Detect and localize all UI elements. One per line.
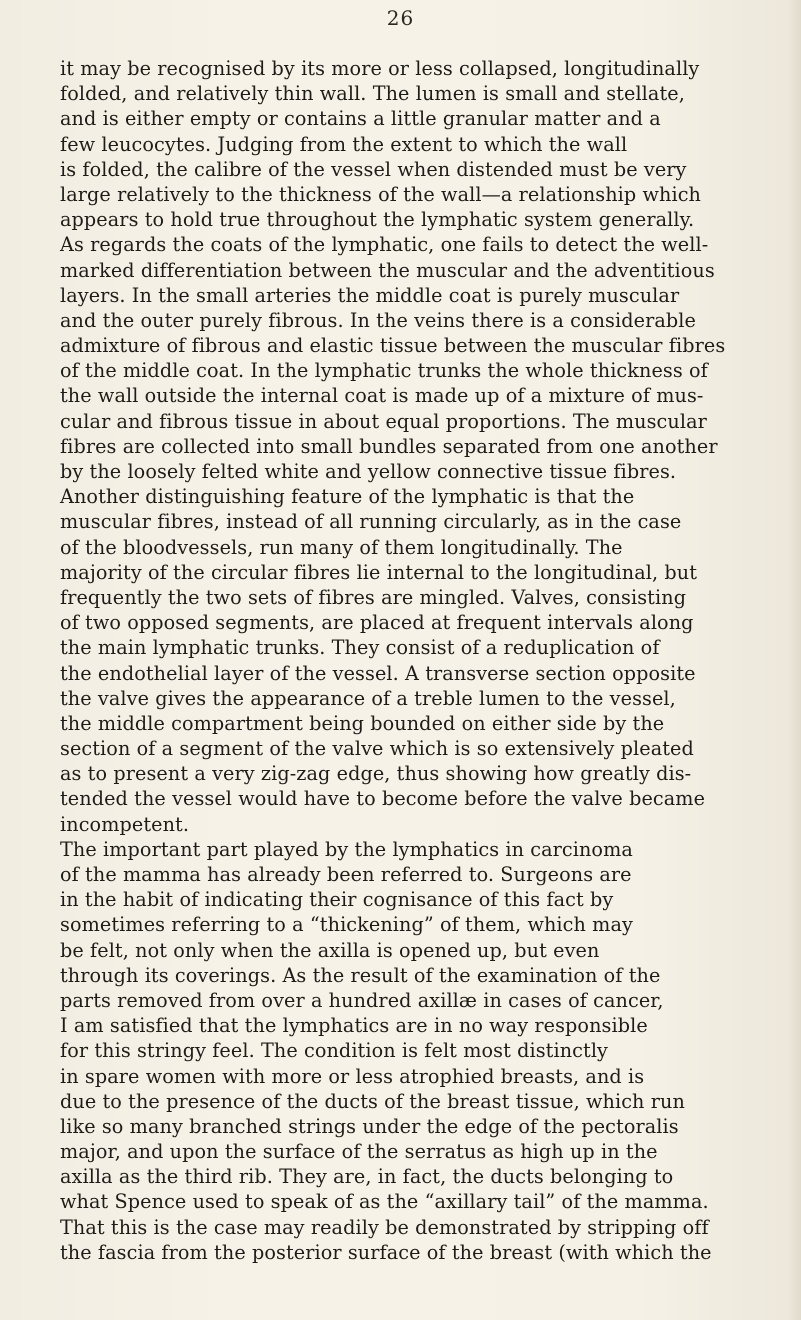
text-line: in the habit of indicating their cognisance of this fact by	[60, 888, 614, 912]
text-line: admixture of fibrous and elastic tissue between the muscular fibres	[60, 334, 726, 358]
text-line: the valve gives the appearance of a treble lumen to the vessel,	[60, 686, 676, 710]
body-text	[60, 56, 772, 1265]
text-line: as to present a very zig-zag edge, thus showing how greatly dis-	[60, 762, 692, 786]
text-line: I am satisfied that the lymphatics are in no way responsible	[60, 1014, 648, 1038]
text-line: the middle compartment being bounded on either side by the	[60, 711, 665, 735]
text-line: fibres are collected into small bundles separated from one another	[60, 434, 718, 458]
text-line: large relatively to the thickness of the wall—a relationship which	[60, 182, 702, 206]
text-line: appears to hold true throughout the lymphatic system generally.	[60, 208, 695, 232]
text-line: the wall outside the internal coat is made up of a mixture of mus-	[60, 384, 704, 408]
text-line: The important part played by the lymphatics in carcinoma	[60, 837, 633, 861]
text-line: through its coverings. As the result of the examination of the	[60, 963, 661, 987]
text-line: of the bloodvessels, run many of them longitudinally. The	[60, 535, 623, 559]
text-line: it may be recognised by its more or less collapsed, longitudinally	[60, 57, 700, 80]
text-line: what Spence used to speak of as the “axillary tail” of the mamma.	[60, 1190, 709, 1214]
text-line: section of a segment of the valve which is so extensively pleated	[60, 737, 694, 761]
text-line: cular and fibrous tissue in about equal proportions. The muscular	[60, 409, 707, 433]
text-line: tended the vessel would have to become before the valve became	[60, 787, 706, 811]
text-line: incompetent.	[60, 812, 190, 836]
text-line: layers. In the small arteries the middle coat is purely muscular	[60, 283, 680, 307]
text-line: marked differentiation between the muscular and the adventitious	[60, 258, 715, 282]
text-line: is folded, the calibre of the vessel when distended must be very	[60, 157, 687, 181]
text-line: parts removed from over a hundred axillæ in cases of cancer,	[60, 988, 664, 1012]
text-line: like so many branched strings under the edge of the pectoralis	[60, 1114, 679, 1138]
text-line: in spare women with more or less atrophied breasts, and is	[60, 1064, 645, 1088]
text-line: axilla as the third rib. They are, in fact, the ducts belonging to	[60, 1165, 674, 1189]
text-line: of the mamma has already been referred to. Surgeons are	[60, 863, 632, 886]
text-line: the fascia from the posterior surface of the breast (with which the	[60, 1240, 712, 1264]
text-line: due to the presence of the ducts of the breast tissue, which run	[60, 1089, 685, 1113]
text-line: majority of the circular fibres lie internal to the longitudinal, but	[60, 560, 698, 584]
text-line: of the middle coat. In the lymphatic trunks the whole thickness of	[60, 359, 708, 383]
page-number: 26	[386, 6, 415, 30]
text-line: by the loosely felted white and yellow connective tissue fibres.	[60, 460, 677, 483]
text-line: muscular fibres, instead of all running circularly, as in the case	[60, 510, 682, 534]
text-line: be felt, not only when the axilla is opened up, but even	[60, 938, 600, 962]
text-line: and the outer purely fibrous. In the veins there is a considerable	[60, 308, 696, 332]
text-line: the endothelial layer of the vessel. A transverse section opposite	[60, 661, 696, 685]
text-line: folded, and relatively thin wall. The lumen is small and stellate,	[60, 82, 685, 106]
page-edge-shadow	[787, 0, 801, 1320]
text-line: Another distinguishing feature of the lymphatic is that the	[60, 485, 635, 509]
text-line: frequently the two sets of fibres are mingled. Valves, consisting	[60, 585, 687, 609]
text-line: major, and upon the surface of the serratus as high up in the	[60, 1140, 658, 1164]
text-line: That this is the case may readily be demonstrated by stripping off	[60, 1215, 709, 1239]
text-line: the main lymphatic trunks. They consist of a reduplication of	[60, 636, 660, 660]
text-line: of two opposed segments, are placed at frequent intervals along	[60, 611, 694, 635]
text-line: sometimes referring to a “thickening” of them, which may	[60, 913, 633, 937]
text-line: few leucocytes. Judging from the extent to which the wall	[60, 132, 628, 156]
text-line: As regards the coats of the lymphatic, one fails to detect the well-	[60, 233, 709, 257]
text-line: and is either empty or contains a little granular matter and a	[60, 107, 661, 131]
text-line: for this stringy feel. The condition is felt most distinctly	[60, 1039, 608, 1063]
